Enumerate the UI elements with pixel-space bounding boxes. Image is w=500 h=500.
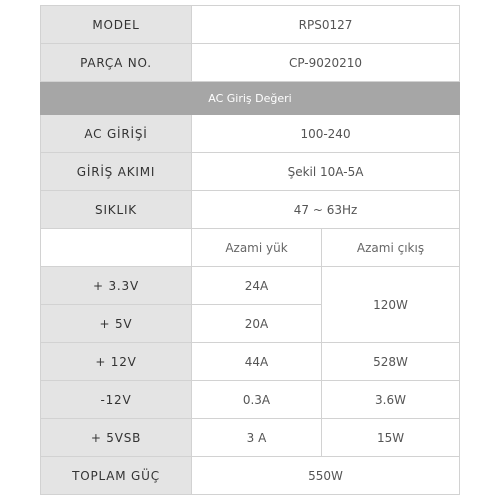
rail-output: 3.6W (322, 381, 460, 419)
part-no-label: PARÇA NO. (41, 44, 192, 82)
total-power-row (41, 457, 460, 495)
max-load-header: Azami yük (192, 229, 322, 267)
input-current-label: GİRİŞ AKIMI (41, 153, 192, 191)
rail-name: + 12V (41, 343, 192, 381)
rail-row (41, 267, 460, 305)
rail-row (41, 381, 460, 419)
model-row (41, 6, 460, 44)
input-current-value: Şekil 10A-5A (192, 153, 460, 191)
output-header-blank (41, 229, 192, 267)
model-label: MODEL (41, 6, 192, 44)
ac-input-value: 100-240 (192, 115, 460, 153)
rail-output: 15W (322, 419, 460, 457)
input-current-row (41, 153, 460, 191)
output-header-row (41, 229, 460, 267)
part-no-value: CP-9020210 (192, 44, 460, 82)
rail-output: 528W (322, 343, 460, 381)
rail-load: 44A (192, 343, 322, 381)
section-row (41, 82, 460, 115)
total-power-label: TOPLAM GÜÇ (41, 457, 192, 495)
rail-row (41, 419, 460, 457)
rail-load: 3 A (192, 419, 322, 457)
total-power-value: 550W (192, 457, 460, 495)
rail-load: 20A (192, 305, 322, 343)
rail-name: -12V (41, 381, 192, 419)
psu-spec-table (40, 5, 460, 495)
ac-input-label: AC GİRİŞİ (41, 115, 192, 153)
max-output-header: Azami çıkış (322, 229, 460, 267)
ac-input-row (41, 115, 460, 153)
rail-row (41, 343, 460, 381)
model-value: RPS0127 (192, 6, 460, 44)
frequency-value: 47 ~ 63Hz (192, 191, 460, 229)
section-title: AC Giriş Değeri (41, 82, 460, 115)
rail-name: + 3.3V (41, 267, 192, 305)
rail-name: + 5V (41, 305, 192, 343)
part-no-row (41, 44, 460, 82)
frequency-row (41, 191, 460, 229)
combined-output-value: 120W (322, 267, 460, 343)
rail-load: 24A (192, 267, 322, 305)
frequency-label: SIKLIK (41, 191, 192, 229)
rail-load: 0.3A (192, 381, 322, 419)
rail-name: + 5VSB (41, 419, 192, 457)
